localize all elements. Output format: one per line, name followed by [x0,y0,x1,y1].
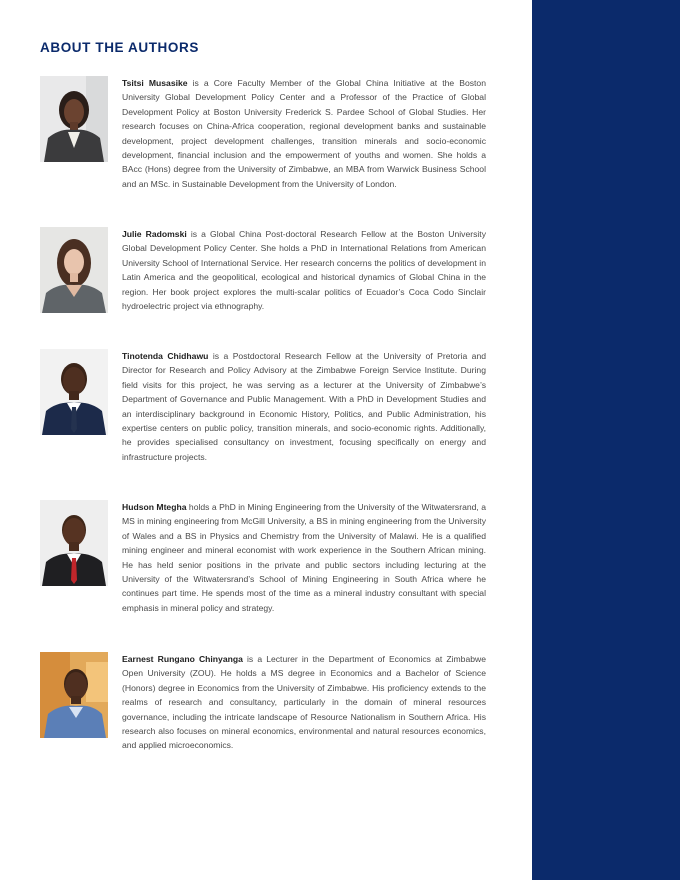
author-name: Julie Radomski [122,229,187,239]
author-bio-text: holds a PhD in Mining Engineering from the University of the Witwatersrand, a MS in mining engineering from McGill University, a BS in mining engineering from the University of Wales and a BS in Physics and Chemistry from the University of Malawi. He is a qualified mining engineer and mineral economist with work experience in the Southern African mining. He has held senior positions in the private and public sectors including lecturing at the University of the Witwatersrand’s School of Mining Engineering in South Africa where he continues part time. He spends most of the time as a mineral industry consultant with special emphasis in mineral policy and strategy. [122,502,487,613]
author-bio [122,227,486,313]
author-bio [122,500,486,615]
author-name: Earnest Rungano Chinyanga [122,654,243,664]
author-bio-text: is a Global China Post-doctoral Research Fellow at the Boston University Global Development Policy Center. She holds a PhD in International Relations from American University School of International Service. Her research concerns the politics of development in Latin America and the geopolitical, ecological and historical dynamics of Global China in the region. Her book project explores the multi-scalar politics of Ecuador’s Coca Codo Sinclair hydroelectric project via ethnography. [122,229,486,312]
author-photo [40,227,108,313]
author-bio-text: is a Core Faculty Member of the Global China Initiative at the Boston University Global Development Policy Center and a Professor of the Practice of Global Development Policy at Boston University Frederick S. Pardee School of Global Studies. Her research focuses on China-Africa cooperation, regional development banks and sustainable development, project development challenges, transition minerals and socio-economic development, financial inclusion and the empowerment of youths and women. She holds a BAcc (Hons) degree from the University of Zimbabwe, an MBA from Warwick Business School and an MSc. in Sustainable Development from the University of London. [122,78,486,189]
page-heading: ABOUT THE AUTHORS [40,40,199,55]
author-bio-text: is a Postdoctoral Research Fellow at the University of Pretoria and Director for Research and Policy Advisory at the Zimbabwe Foreign Service Institute. During field visits for this project, he was serving as a lecturer at the University of Zimbabwe’s Department of Governance and Public Management. With a PhD in Development Studies and an interdisciplinary background in Economic History, Politics, and Public Administration, his expertise centers on public policy, transition minerals, and socio-economic rights. Additionally, he provides specialised consultancy on investment, focusing specifically on energy and infrastructure projects. [122,351,487,462]
author-photo [40,76,108,162]
author-bio [122,349,486,464]
author-bio [122,652,486,753]
author-photo [40,349,108,435]
author-name: Tsitsi Musasike [122,78,188,88]
author-photo [40,652,108,738]
side-color-band [532,0,680,880]
author-name: Tinotenda Chidhawu [122,351,209,361]
author-photo [40,500,108,586]
author-bio-text: is a Lecturer in the Department of Economics at Zimbabwe Open University (ZOU). He holds a MS degree in Economics and a Bachelor of Science (Honors) degree in Economics from the University of Zimbabwe. His proficiency extends to the realms of research and consultancy, particularly in the domain of mineral resources governance, including the intricate landscape of Resource Nationalism in Southern Africa. His research also focuses on mineral economics, environmental and natural resources economics, and applied microeconomics. [122,654,486,751]
author-name: Hudson Mtegha [122,502,187,512]
author-bio [122,76,486,191]
